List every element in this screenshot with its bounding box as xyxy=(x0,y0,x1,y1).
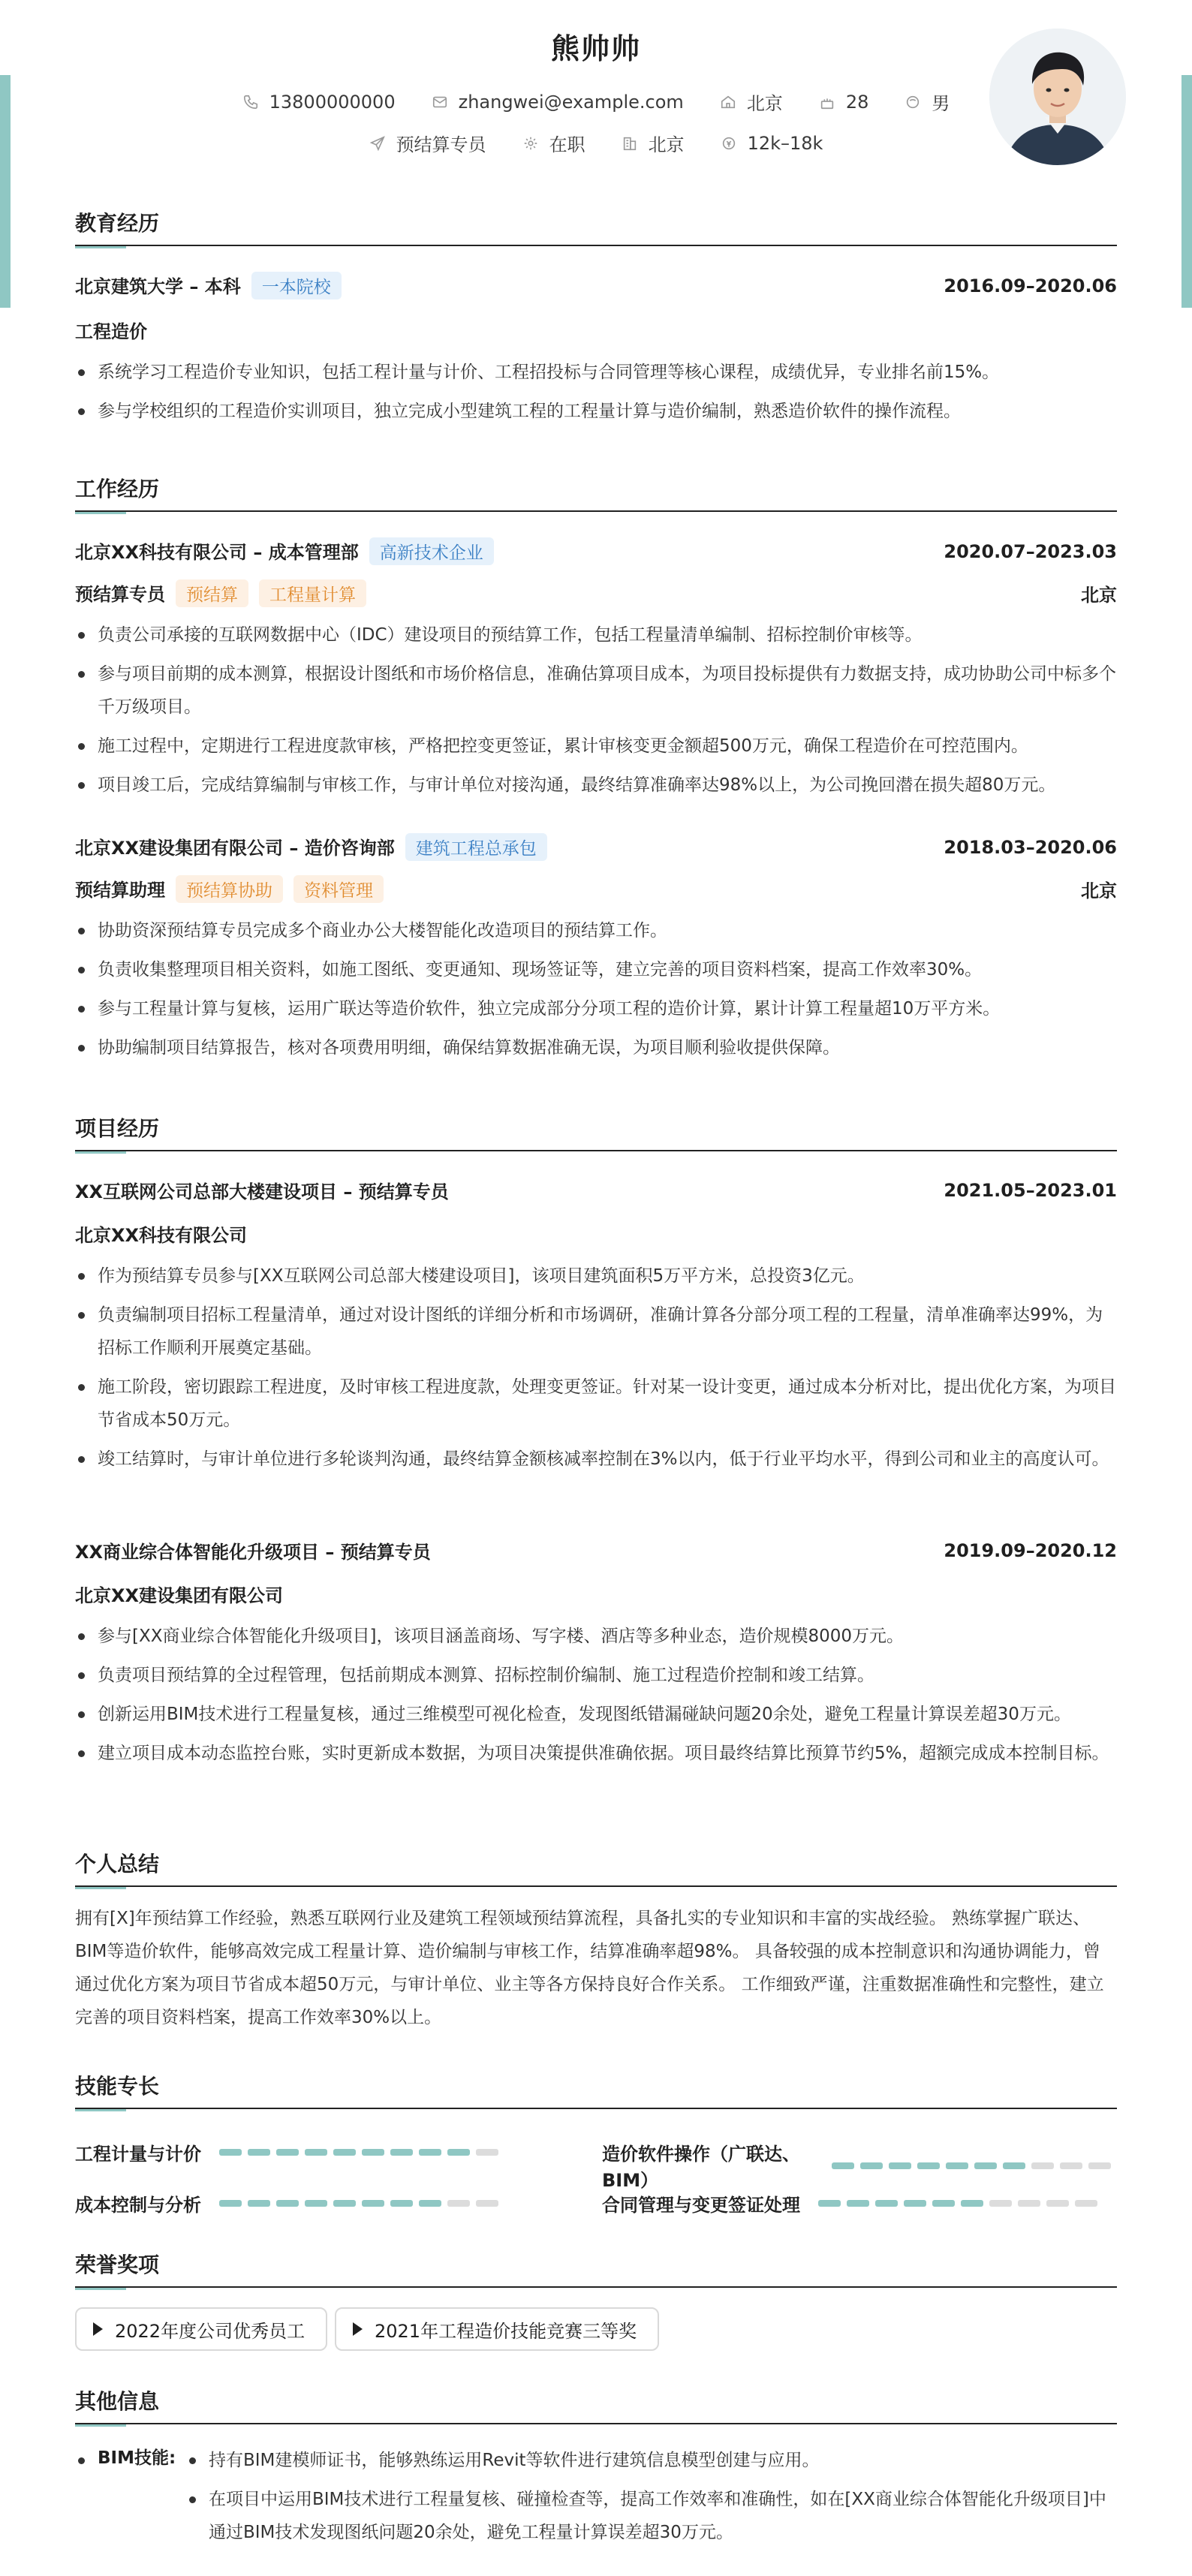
location-item xyxy=(720,89,783,115)
education-section xyxy=(75,207,1117,421)
skill-level-bar xyxy=(818,2200,1103,2207)
skill-level-bar xyxy=(832,2162,1117,2169)
skill-level-segment xyxy=(989,2200,1012,2207)
skill-level-segment xyxy=(1060,2162,1082,2169)
title-accent xyxy=(75,2423,126,2427)
skill-level-segment xyxy=(447,2200,470,2207)
skill-item xyxy=(75,2139,504,2165)
job-1-company-block xyxy=(75,537,494,565)
bullet-dot xyxy=(78,2457,85,2464)
skill-level-segment xyxy=(961,2200,983,2207)
skill-level-segment xyxy=(1003,2162,1025,2169)
projects-title xyxy=(75,1112,1117,1151)
list-item: 竣工结算时，与审计单位进行多轮谈判沟通，最终结算金额核减率控制在3%以内，低于行业平均水平，得到公司和业主的高度认可。 xyxy=(75,1443,1117,1476)
title-accent xyxy=(75,2108,126,2111)
status-item xyxy=(522,130,585,156)
skill-name: 工程计量与计价 xyxy=(75,2144,201,2165)
title-accent xyxy=(75,1150,126,1154)
list-item: 协助资深预结算专员完成多个商业办公大楼智能化改造项目的预结算工作。 xyxy=(75,914,1117,947)
salary-text: 12k–18k xyxy=(747,132,823,154)
skill-level-segment xyxy=(818,2200,841,2207)
job-1-role-block xyxy=(75,579,366,607)
skill-level-segment xyxy=(447,2149,470,2156)
send-icon xyxy=(369,135,386,152)
skill-level-segment xyxy=(362,2149,384,2156)
list-item: 作为预结算专员参与[XX互联网公司总部大楼建设项目]，该项目建筑面积5万平方米，总投资3亿元。 xyxy=(75,1259,1117,1293)
list-item: 在项目中运用BIM技术进行工程量复核、碰撞检查等，提高工作效率和准确性，如在[XX商业综合体智能化升级项目]中通过BIM技术发现图纸问题20余处，避免工程量计算误差超30万元。 xyxy=(186,2483,1117,2549)
skill-item xyxy=(75,2190,504,2216)
education-row xyxy=(75,272,1117,299)
skill-level-segment xyxy=(832,2162,854,2169)
skill-level-segment xyxy=(847,2200,869,2207)
project-2-org-row xyxy=(75,1581,1117,1607)
list-item: 施工阶段，密切跟踪工程进度，及时审核工程进度款，处理变更签证。针对某一设计变更，通过成本分析对比，提出优化方案，为项目节省成本50万元。 xyxy=(75,1371,1117,1437)
honor-badge-1 xyxy=(75,2307,327,2351)
resume-header xyxy=(75,0,1117,188)
job-1-city: 北京 xyxy=(1081,585,1117,606)
phone-item xyxy=(242,92,396,113)
title-accent xyxy=(75,2286,126,2290)
skill-level-segment xyxy=(476,2149,498,2156)
skill-level-segment xyxy=(875,2200,898,2207)
skills-section xyxy=(75,2070,1117,2216)
other-title xyxy=(75,2385,1117,2424)
salary-icon xyxy=(721,135,737,152)
skill-level-segment xyxy=(974,2162,997,2169)
project-1-name: XX互联网公司总部大楼建设项目 – 预结算专员 xyxy=(75,1181,449,1202)
project-2-header xyxy=(75,1537,1117,1563)
skill-level-segment xyxy=(1018,2200,1040,2207)
skill-level-segment xyxy=(917,2162,940,2169)
skill-item xyxy=(602,2139,1117,2192)
bim-bullets xyxy=(186,2444,1117,2549)
skill-level-segment xyxy=(419,2200,441,2207)
list-item: 参与[XX商业综合体智能化升级项目]，该项目涵盖商场、写字楼、酒店等多种业态，造价规模8000万元。 xyxy=(75,1620,1117,1653)
skill-level-segment xyxy=(1075,2200,1097,2207)
avatar xyxy=(989,29,1126,165)
job-1-header xyxy=(75,537,1117,565)
gender-item xyxy=(905,89,950,115)
work-section xyxy=(75,473,1117,1058)
skill-level-segment xyxy=(946,2162,968,2169)
summary-title-text: 个人总结 xyxy=(75,1852,160,1876)
honors-list xyxy=(75,2307,1117,2354)
job-1-date: 2020.07–2023.03 xyxy=(944,540,1117,562)
candidate-name: 熊帅帅 xyxy=(550,32,641,65)
list-item: 参与学校组织的工程造价实训项目，独立完成小型建筑工程的工程量计算与造价编制，熟悉造价软件的操作流程。 xyxy=(75,395,1117,428)
gender-icon xyxy=(905,94,921,110)
honors-section xyxy=(75,2249,1117,2342)
job-2-role-row xyxy=(75,875,1117,903)
school-name: 北京建筑大学 – 本科 xyxy=(75,276,241,297)
skill-level-segment xyxy=(276,2149,299,2156)
skill-level-segment xyxy=(362,2200,384,2207)
mail-icon xyxy=(432,94,448,110)
skill-level-segment xyxy=(305,2200,327,2207)
job-2-company-tag: 建筑工程总承包 xyxy=(405,833,547,861)
triangle-icon xyxy=(353,2322,363,2336)
job-2-company-block xyxy=(75,833,547,861)
job-1-company: 北京XX科技有限公司 – 成本管理部 xyxy=(75,542,359,563)
skill-level-segment xyxy=(248,2149,270,2156)
honor-badge-2 xyxy=(335,2307,659,2351)
skill-name: 成本控制与分析 xyxy=(75,2195,201,2216)
school-tag: 一本院校 xyxy=(251,272,342,299)
skill-level-segment xyxy=(1088,2162,1111,2169)
list-item: 施工过程中，定期进行工程进度款审核，严格把控变更签证，累计审核变更金额超500万元，确保工程造价在可控范围内。 xyxy=(75,730,1117,763)
project-2-name: XX商业综合体智能化升级项目 – 预结算专员 xyxy=(75,1542,431,1563)
education-bullets xyxy=(75,356,1117,428)
job-intent-row xyxy=(75,130,1117,156)
summary-text: 拥有[X]年预结算工作经验，熟悉互联网行业及建筑工程领域预结算流程，具备扎实的专业知识和丰富的实战经验。 熟练掌握广联达、BIM等造价软件，能够高效完成工程量计算、造价编制与审核工作，结算准确率超98%。 具备较强的成本控制意识和沟通协调能力，曾通过优化方案为项目节省成本超50万元，与审计单位、业主等各方保持良好合作关系。 工作细致严谨，注重数据准确性和完整性，建立完善的项目资料档案，提高工作效率30%以上。 xyxy=(75,1909,1104,2027)
job-1-role: 预结算专员 xyxy=(75,584,165,605)
resume-page xyxy=(75,0,1117,2542)
skill-level-segment xyxy=(219,2200,242,2207)
project-1-bullets xyxy=(75,1259,1117,1476)
left-accent-bar xyxy=(0,75,11,308)
contact-row xyxy=(75,89,1117,115)
summary-title xyxy=(75,1848,1117,1887)
email-item xyxy=(432,92,684,113)
work-title xyxy=(75,473,1117,512)
salary-item xyxy=(721,133,823,154)
school-block xyxy=(75,272,342,299)
skill-name: 造价软件操作（广联达、BIM） xyxy=(602,2144,800,2191)
other-title-text: 其他信息 xyxy=(75,2389,160,2414)
list-item: 负责公司承接的互联网数据中心（IDC）建设项目的预结算工作，包括工程量清单编制、招标控制价审核等。 xyxy=(75,618,1117,652)
age-text: 28 xyxy=(845,91,869,113)
skill-level-segment xyxy=(305,2149,327,2156)
list-item: 参与工程量计算与复核，运用广联达等造价软件，独立完成部分分项工程的造价计算，累计计算工程量超10万平方米。 xyxy=(75,992,1117,1025)
major-text: 工程造价 xyxy=(75,321,147,342)
phone-text: 13800000000 xyxy=(269,91,396,113)
gender-text: 男 xyxy=(932,93,950,114)
list-item: 系统学习工程造价专业知识，包括工程计量与计价、工程招投标与合同管理等核心课程，成绩优异，专业排名前15%。 xyxy=(75,356,1117,389)
skill-level-segment xyxy=(904,2200,926,2207)
title-accent xyxy=(75,245,126,248)
building-icon xyxy=(622,135,638,152)
list-item: 协助编制项目结算报告，核对各项费用明细，确保结算数据准确无误，为项目顺利验收提供保障。 xyxy=(75,1031,1117,1064)
email-text: zhangwei@example.com xyxy=(458,91,684,113)
project-1-org: 北京XX科技有限公司 xyxy=(75,1225,248,1246)
skill-level-segment xyxy=(1031,2162,1054,2169)
home-icon xyxy=(720,94,736,110)
job-2-bullets xyxy=(75,914,1117,1064)
skill-level-segment xyxy=(476,2200,498,2207)
skill-level-segment xyxy=(333,2200,356,2207)
skill-name: 合同管理与变更签证处理 xyxy=(602,2195,800,2216)
skill-level-segment xyxy=(219,2149,242,2156)
skill-level-segment xyxy=(390,2149,413,2156)
project-1-header xyxy=(75,1177,1117,1203)
list-item: 负责编制项目招标工程量清单，通过对设计图纸的详细分析和市场调研，准确计算各分部分项工程的工程量，清单准确率达99%，为招标工作顺利开展奠定基础。 xyxy=(75,1299,1117,1365)
other-section xyxy=(75,2385,1117,2542)
job-2-city: 北京 xyxy=(1081,880,1117,901)
skill-level-segment xyxy=(276,2200,299,2207)
list-item: 项目竣工后，完成结算编制与审核工作，与审计单位对接沟通，最终结算准确率达98%以上，为公司挽回潜在损失超80万元。 xyxy=(75,769,1117,802)
title-accent xyxy=(75,1885,126,1889)
city-item xyxy=(622,130,685,156)
status-text: 在职 xyxy=(549,134,585,155)
skills-title xyxy=(75,2070,1117,2109)
skill-level-segment xyxy=(860,2162,883,2169)
list-item: 建立项目成本动态监控台账，实时更新成本数据，为项目决策提供准确依据。项目最终结算比预算节约5%，超额完成成本控制目标。 xyxy=(75,1737,1117,1770)
age-item xyxy=(819,92,869,113)
skill-level-segment xyxy=(932,2200,955,2207)
skill-item xyxy=(602,2190,1103,2216)
skills-title-text: 技能专长 xyxy=(75,2074,160,2099)
skill-level-segment xyxy=(419,2149,441,2156)
work-title-text: 工作经历 xyxy=(75,477,160,501)
bim-label: BIM技能: xyxy=(98,2448,176,2468)
job-2-role: 预结算助理 xyxy=(75,880,165,901)
job-2-header xyxy=(75,833,1117,861)
list-item: 参与项目前期的成本测算，根据设计图纸和市场价格信息，准确估算项目成本，为项目投标提供有力数据支持，成功协助公司中标多个千万级项目。 xyxy=(75,658,1117,724)
status-icon xyxy=(522,135,539,152)
major xyxy=(75,317,1117,343)
job-2-tag-1: 预结算协助 xyxy=(176,875,283,903)
honor-text-1: 2022年度公司优秀员工 xyxy=(115,2320,306,2342)
title-accent xyxy=(75,510,126,514)
skill-level-segment xyxy=(390,2200,413,2207)
project-2-bullets xyxy=(75,1620,1117,1770)
skill-level-segment xyxy=(1046,2200,1069,2207)
list-item: 持有BIM建模师证书，能够熟练运用Revit等软件进行建筑信息模型创建与应用。 xyxy=(186,2444,1117,2477)
job-2-date: 2018.03–2020.06 xyxy=(944,836,1117,858)
location-text: 北京 xyxy=(746,93,783,114)
summary-section xyxy=(75,1848,1117,2027)
job-2-tag-2: 资料管理 xyxy=(293,875,384,903)
job-2-role-block xyxy=(75,875,384,903)
skill-level-bar xyxy=(219,2149,504,2156)
city-text: 北京 xyxy=(648,134,685,155)
triangle-icon xyxy=(93,2322,103,2336)
honor-text-2: 2021年工程造价技能竞赛三等奖 xyxy=(375,2320,637,2342)
education-title xyxy=(75,207,1117,246)
list-item: 负责项目预结算的全过程管理，包括前期成本测算、招标控制价编制、施工过程造价控制和竣工结算。 xyxy=(75,1659,1117,1692)
project-1-date: 2021.05–2023.01 xyxy=(944,1179,1117,1201)
skill-level-bar xyxy=(219,2200,504,2207)
honors-title-text: 荣誉奖项 xyxy=(75,2252,160,2277)
position-text: 预结算专员 xyxy=(396,134,486,155)
list-item: 负责收集整理项目相关资料，如施工图纸、变更通知、现场签证等，建立完善的项目资料档案，提高工作效率30%。 xyxy=(75,953,1117,986)
age-icon xyxy=(819,94,835,110)
project-2-date: 2019.09–2020.12 xyxy=(944,1539,1117,1561)
right-accent-bar xyxy=(1181,75,1192,308)
job-1-bullets xyxy=(75,618,1117,802)
list-item: 创新运用BIM技术进行工程量复核，通过三维模型可视化检查，发现图纸错漏碰缺问题20余处，避免工程量计算误差超30万元。 xyxy=(75,1698,1117,1731)
education-date: 2016.09–2020.06 xyxy=(944,275,1117,296)
phone-icon xyxy=(242,94,259,110)
position-item xyxy=(369,130,486,156)
project-2-org: 北京XX建设集团有限公司 xyxy=(75,1585,284,1606)
job-1-company-tag: 高新技术企业 xyxy=(369,537,494,565)
job-1-role-row xyxy=(75,579,1117,607)
skill-level-segment xyxy=(333,2149,356,2156)
job-2-company: 北京XX建设集团有限公司 – 造价咨询部 xyxy=(75,838,395,859)
job-1-tag-2: 工程量计算 xyxy=(259,579,366,607)
honors-title xyxy=(75,2249,1117,2288)
job-1-tag-1: 预结算 xyxy=(176,579,248,607)
project-1-org-row xyxy=(75,1220,1117,1247)
education-title-text: 教育经历 xyxy=(75,211,160,236)
projects-title-text: 项目经历 xyxy=(75,1116,160,1141)
projects-section xyxy=(75,1112,1117,1763)
skill-level-segment xyxy=(889,2162,911,2169)
skill-level-segment xyxy=(248,2200,270,2207)
